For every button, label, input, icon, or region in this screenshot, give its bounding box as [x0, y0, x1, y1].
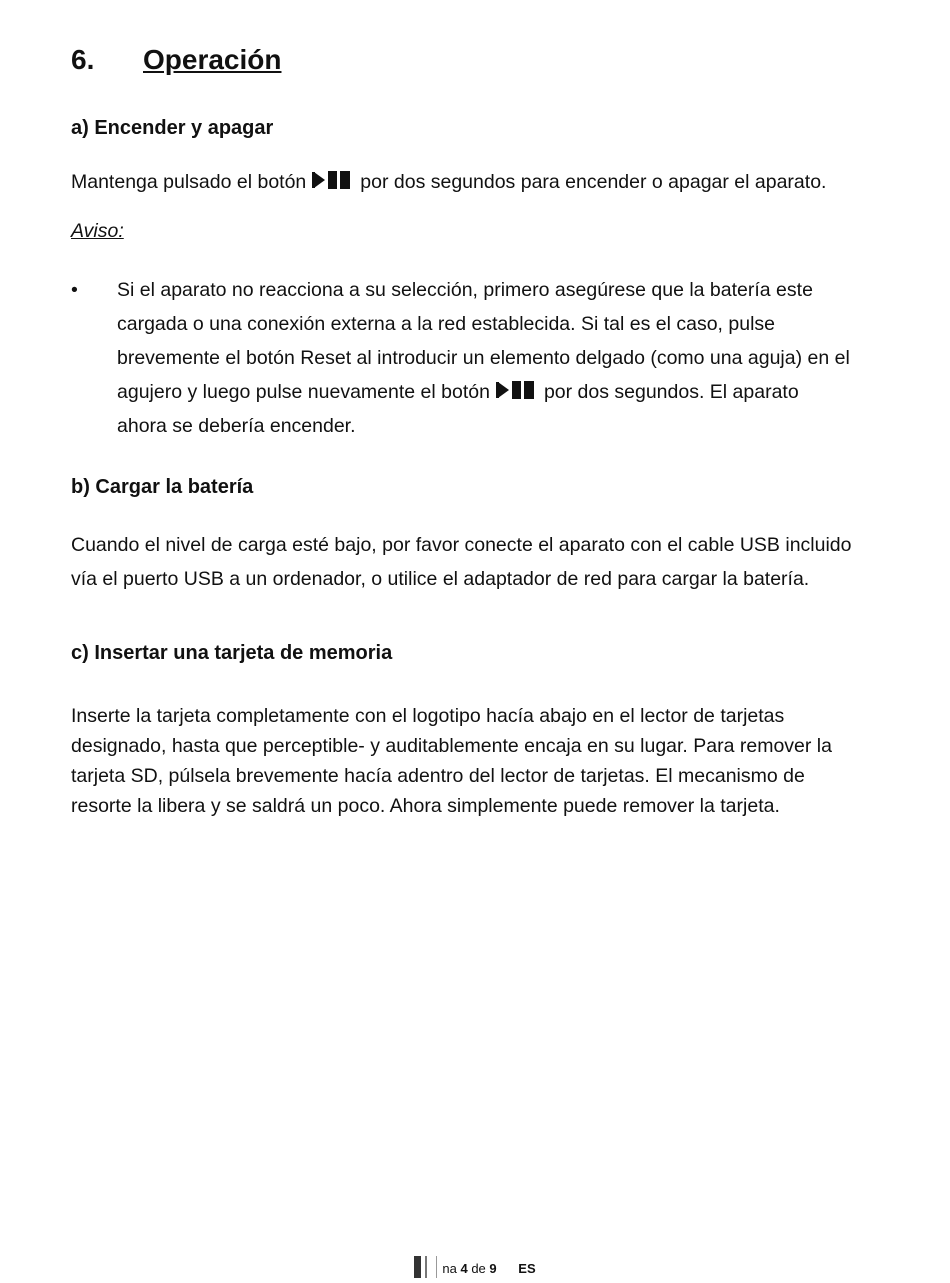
subheading-memory-card: c) Insertar una tarjeta de memoria — [71, 642, 393, 664]
section-title: Operación — [143, 44, 282, 75]
power-paragraph — [71, 165, 891, 199]
section-number: 6. — [71, 44, 95, 75]
bullet-line: cargada o una conexión externa a la red establecida. Si tal es el caso, pulse — [117, 313, 776, 335]
footer-page-number: 4 — [460, 1261, 468, 1276]
notice-bullet-text — [117, 273, 897, 443]
footer-page-total: 9 — [489, 1261, 497, 1276]
subheading-battery: b) Cargar la batería — [71, 476, 254, 498]
memory-line: Inserte la tarjeta completamente con el logotipo hacía abajo en el lector de tarjetas — [71, 705, 785, 727]
battery-paragraph — [71, 528, 891, 596]
bullet-text-after: por dos segundos. El aparato — [543, 381, 799, 403]
bullet-marker: • — [71, 279, 78, 301]
notice-label: Aviso: — [71, 220, 124, 242]
footer-prefix: na — [442, 1261, 457, 1276]
memory-line: resorte la libera y se saldrá un poco. Ahora simplemente puede remover la tarjeta. — [71, 795, 780, 817]
subheading-power: a) Encender y apagar — [71, 117, 274, 139]
section-heading — [71, 44, 281, 76]
power-text-after: por dos segundos para encender o apagar el aparato. — [360, 171, 827, 193]
memory-card-paragraph — [71, 701, 891, 821]
play-pause-icon — [496, 380, 536, 400]
bullet-line: ahora se debería encender. — [117, 415, 356, 437]
page-footer — [0, 1256, 950, 1278]
battery-line: Cuando el nivel de carga esté bajo, por favor conecte el aparato con el cable USB incluido — [71, 534, 852, 556]
footer-of: de — [471, 1261, 486, 1276]
bullet-text-before: agujero y luego pulse nuevamente el botón — [117, 381, 490, 403]
bullet-line-with-icon — [117, 375, 897, 409]
bullet-line: Si el aparato no reacciona a su selección, primero asegúrese que la batería este — [117, 279, 813, 301]
memory-line: tarjeta SD, púlsela brevemente hacía adentro del lector de tarjetas. El mecanismo de — [71, 765, 805, 787]
battery-line: vía el puerto USB a un ordenador, o utilice el adaptador de red para cargar la batería. — [71, 568, 810, 590]
play-pause-icon — [312, 170, 352, 190]
bullet-line: brevemente el botón Reset al introducir un elemento delgado (como una aguja) en el — [117, 347, 850, 369]
memory-line: designado, hasta que perceptible- y auditablemente encaja en su lugar. Para remover la — [71, 735, 832, 757]
footer-language: ES — [518, 1261, 536, 1276]
power-text-before: Mantenga pulsado el botón — [71, 171, 307, 193]
footer-bars-icon — [414, 1256, 438, 1278]
